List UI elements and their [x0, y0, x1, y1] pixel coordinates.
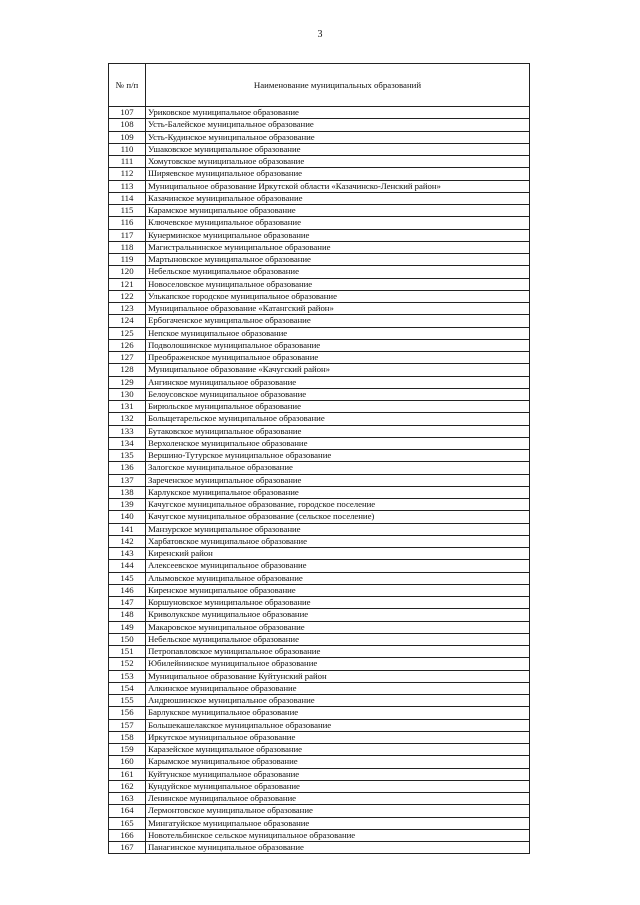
row-number: 133 — [109, 425, 146, 437]
row-municipality-name: Куйтунское муниципальное образование — [146, 768, 530, 780]
municipalities-table — [108, 63, 530, 854]
row-number: 111 — [109, 156, 146, 168]
row-number: 129 — [109, 376, 146, 388]
table-row — [109, 499, 530, 511]
table-row — [109, 584, 530, 596]
row-municipality-name: Иркутское муниципальное образование — [146, 731, 530, 743]
row-municipality-name: Муниципальное образование Куйтунский район — [146, 670, 530, 682]
table-row — [109, 707, 530, 719]
table-row — [109, 535, 530, 547]
table-row — [109, 511, 530, 523]
row-municipality-name: Лермонтовское муниципальное образование — [146, 805, 530, 817]
row-number: 159 — [109, 744, 146, 756]
table-row — [109, 401, 530, 413]
row-number: 165 — [109, 817, 146, 829]
row-number: 139 — [109, 499, 146, 511]
row-municipality-name: Алексеевское муниципальное образование — [146, 560, 530, 572]
table-row — [109, 352, 530, 364]
table-row — [109, 829, 530, 841]
row-number: 126 — [109, 339, 146, 351]
table-row — [109, 131, 530, 143]
row-municipality-name: Улькапское городское муниципальное образование — [146, 290, 530, 302]
row-municipality-name: Муниципальное образование «Катангский район» — [146, 303, 530, 315]
table-row — [109, 719, 530, 731]
row-municipality-name: Вершино-Тутурское муниципальное образование — [146, 450, 530, 462]
row-municipality-name: Подволошинское муниципальное образование — [146, 339, 530, 351]
table-row — [109, 731, 530, 743]
row-number: 130 — [109, 388, 146, 400]
row-number: 131 — [109, 401, 146, 413]
table-row — [109, 339, 530, 351]
row-number: 156 — [109, 707, 146, 719]
table-row — [109, 205, 530, 217]
row-number: 136 — [109, 462, 146, 474]
row-number: 125 — [109, 327, 146, 339]
table-row — [109, 805, 530, 817]
table-row — [109, 413, 530, 425]
row-number: 147 — [109, 597, 146, 609]
table-row — [109, 633, 530, 645]
row-municipality-name: Залогское муниципальное образование — [146, 462, 530, 474]
row-municipality-name: Ербогаченское муниципальное образование — [146, 315, 530, 327]
table-row — [109, 658, 530, 670]
row-number: 157 — [109, 719, 146, 731]
row-municipality-name: Качугское муниципальное образование, городское поселение — [146, 499, 530, 511]
row-number: 160 — [109, 756, 146, 768]
row-municipality-name: Муниципальное образование «Качугский район» — [146, 364, 530, 376]
row-municipality-name: Коршуновское муниципальное образование — [146, 597, 530, 609]
row-number: 112 — [109, 168, 146, 180]
row-municipality-name: Небельское муниципальное образование — [146, 633, 530, 645]
row-municipality-name: Киренский район — [146, 548, 530, 560]
row-number: 108 — [109, 119, 146, 131]
table-row — [109, 376, 530, 388]
table-row — [109, 486, 530, 498]
table-row — [109, 523, 530, 535]
row-number: 110 — [109, 143, 146, 155]
table-row — [109, 560, 530, 572]
row-municipality-name: Качугское муниципальное образование (сельское поселение) — [146, 511, 530, 523]
row-number: 153 — [109, 670, 146, 682]
row-number: 150 — [109, 633, 146, 645]
row-municipality-name: Юбилейнинское муниципальное образование — [146, 658, 530, 670]
row-municipality-name: Бутаковское муниципальное образование — [146, 425, 530, 437]
table-row — [109, 842, 530, 854]
row-municipality-name: Бирюльское муниципальное образование — [146, 401, 530, 413]
row-municipality-name: Алымовское муниципальное образование — [146, 572, 530, 584]
row-municipality-name: Большекашелакское муниципальное образование — [146, 719, 530, 731]
row-number: 166 — [109, 829, 146, 841]
row-municipality-name: Небельское муниципальное образование — [146, 266, 530, 278]
table-row — [109, 364, 530, 376]
row-number: 134 — [109, 437, 146, 449]
table-row — [109, 597, 530, 609]
row-number: 162 — [109, 780, 146, 792]
row-municipality-name: Новотельбинское сельское муниципальное образование — [146, 829, 530, 841]
row-municipality-name: Усть-Балейское муниципальное образование — [146, 119, 530, 131]
row-municipality-name: Больщетарельское муниципальное образование — [146, 413, 530, 425]
row-number: 132 — [109, 413, 146, 425]
row-municipality-name: Белоусовское муниципальное образование — [146, 388, 530, 400]
table-row — [109, 744, 530, 756]
table-header — [109, 64, 530, 107]
row-municipality-name: Ключевское муниципальное образование — [146, 217, 530, 229]
row-number: 114 — [109, 192, 146, 204]
row-number: 148 — [109, 609, 146, 621]
table-row — [109, 425, 530, 437]
table-row — [109, 217, 530, 229]
row-number: 135 — [109, 450, 146, 462]
row-municipality-name: Уриковское муниципальное образование — [146, 107, 530, 119]
row-municipality-name: Карамское муниципальное образование — [146, 205, 530, 217]
row-number: 141 — [109, 523, 146, 535]
table-row — [109, 156, 530, 168]
row-municipality-name: Ленинское муниципальное образование — [146, 793, 530, 805]
row-municipality-name: Панагинское муниципальное образование — [146, 842, 530, 854]
table-row — [109, 548, 530, 560]
table-row — [109, 303, 530, 315]
row-municipality-name: Хомутовское муниципальное образование — [146, 156, 530, 168]
table-row — [109, 315, 530, 327]
row-number: 155 — [109, 695, 146, 707]
row-municipality-name: Кундуйское муниципальное образование — [146, 780, 530, 792]
row-number: 149 — [109, 621, 146, 633]
row-municipality-name: Каразейское муниципальное образование — [146, 744, 530, 756]
table-row — [109, 143, 530, 155]
table-row — [109, 670, 530, 682]
row-municipality-name: Преображенское муниципальное образование — [146, 352, 530, 364]
row-municipality-name: Непское муниципальное образование — [146, 327, 530, 339]
table-row — [109, 388, 530, 400]
row-municipality-name: Мингатуйское муниципальное образование — [146, 817, 530, 829]
table-row — [109, 241, 530, 253]
row-number: 151 — [109, 646, 146, 658]
row-municipality-name: Ангинское муниципальное образование — [146, 376, 530, 388]
row-number: 154 — [109, 682, 146, 694]
row-municipality-name: Манзурское муниципальное образование — [146, 523, 530, 535]
row-municipality-name: Магистральнинское муниципальное образование — [146, 241, 530, 253]
row-municipality-name: Петропавловское муниципальное образование — [146, 646, 530, 658]
row-number: 142 — [109, 535, 146, 547]
table-header-row — [109, 64, 530, 107]
table-row — [109, 450, 530, 462]
row-municipality-name: Казачинское муниципальное образование — [146, 192, 530, 204]
row-municipality-name: Карымское муниципальное образование — [146, 756, 530, 768]
table-row — [109, 462, 530, 474]
row-number: 117 — [109, 229, 146, 241]
row-municipality-name: Верхоленское муниципальное образование — [146, 437, 530, 449]
table-row — [109, 621, 530, 633]
table-row — [109, 817, 530, 829]
table-row — [109, 327, 530, 339]
table-row — [109, 756, 530, 768]
row-number: 116 — [109, 217, 146, 229]
row-municipality-name: Новоселовское муниципальное образование — [146, 278, 530, 290]
row-number: 167 — [109, 842, 146, 854]
row-number: 109 — [109, 131, 146, 143]
row-municipality-name: Зареченское муниципальное образование — [146, 474, 530, 486]
table-row — [109, 793, 530, 805]
row-number: 128 — [109, 364, 146, 376]
row-number: 115 — [109, 205, 146, 217]
page-number: 3 — [317, 29, 323, 40]
row-number: 146 — [109, 584, 146, 596]
table-row — [109, 229, 530, 241]
row-municipality-name: Андрюшинское муниципальное образование — [146, 695, 530, 707]
row-number: 161 — [109, 768, 146, 780]
table-row — [109, 609, 530, 621]
table-row — [109, 437, 530, 449]
row-municipality-name: Харбатовское муниципальное образование — [146, 535, 530, 547]
row-number: 124 — [109, 315, 146, 327]
row-municipality-name: Киренское муниципальное образование — [146, 584, 530, 596]
row-number: 122 — [109, 290, 146, 302]
table-row — [109, 682, 530, 694]
row-number: 152 — [109, 658, 146, 670]
table-row — [109, 266, 530, 278]
row-municipality-name: Барлукское муниципальное образование — [146, 707, 530, 719]
row-number: 145 — [109, 572, 146, 584]
table-body — [109, 107, 530, 854]
table-row — [109, 780, 530, 792]
row-municipality-name: Алкинское муниципальное образование — [146, 682, 530, 694]
table-row — [109, 572, 530, 584]
row-municipality-name: Ширяевское муниципальное образование — [146, 168, 530, 180]
header-name: Наименование муниципальных образований — [146, 64, 530, 107]
header-number: № п/п — [109, 64, 146, 107]
row-number: 121 — [109, 278, 146, 290]
row-number: 120 — [109, 266, 146, 278]
row-municipality-name: Ушаковское муниципальное образование — [146, 143, 530, 155]
row-number: 143 — [109, 548, 146, 560]
table-row — [109, 278, 530, 290]
row-number: 113 — [109, 180, 146, 192]
table-row — [109, 474, 530, 486]
row-municipality-name: Кунерминское муниципальное образование — [146, 229, 530, 241]
row-municipality-name: Карлукское муниципальное образование — [146, 486, 530, 498]
row-municipality-name: Муниципальное образование Иркутской области «Казачинско-Ленский район» — [146, 180, 530, 192]
table-row — [109, 119, 530, 131]
table-row — [109, 168, 530, 180]
table-row — [109, 768, 530, 780]
row-municipality-name: Криволукское муниципальное образование — [146, 609, 530, 621]
row-number: 119 — [109, 254, 146, 266]
table-row — [109, 180, 530, 192]
row-number: 138 — [109, 486, 146, 498]
row-number: 123 — [109, 303, 146, 315]
row-municipality-name: Усть-Кудинское муниципальное образование — [146, 131, 530, 143]
row-number: 140 — [109, 511, 146, 523]
row-number: 164 — [109, 805, 146, 817]
table-row — [109, 107, 530, 119]
table-row — [109, 695, 530, 707]
table-row — [109, 290, 530, 302]
table-row — [109, 192, 530, 204]
table-row — [109, 254, 530, 266]
row-municipality-name: Макаровское муниципальное образование — [146, 621, 530, 633]
table-row — [109, 646, 530, 658]
row-number: 107 — [109, 107, 146, 119]
row-number: 158 — [109, 731, 146, 743]
row-municipality-name: Мартыновское муниципальное образование — [146, 254, 530, 266]
row-number: 163 — [109, 793, 146, 805]
row-number: 118 — [109, 241, 146, 253]
row-number: 144 — [109, 560, 146, 572]
row-number: 137 — [109, 474, 146, 486]
row-number: 127 — [109, 352, 146, 364]
